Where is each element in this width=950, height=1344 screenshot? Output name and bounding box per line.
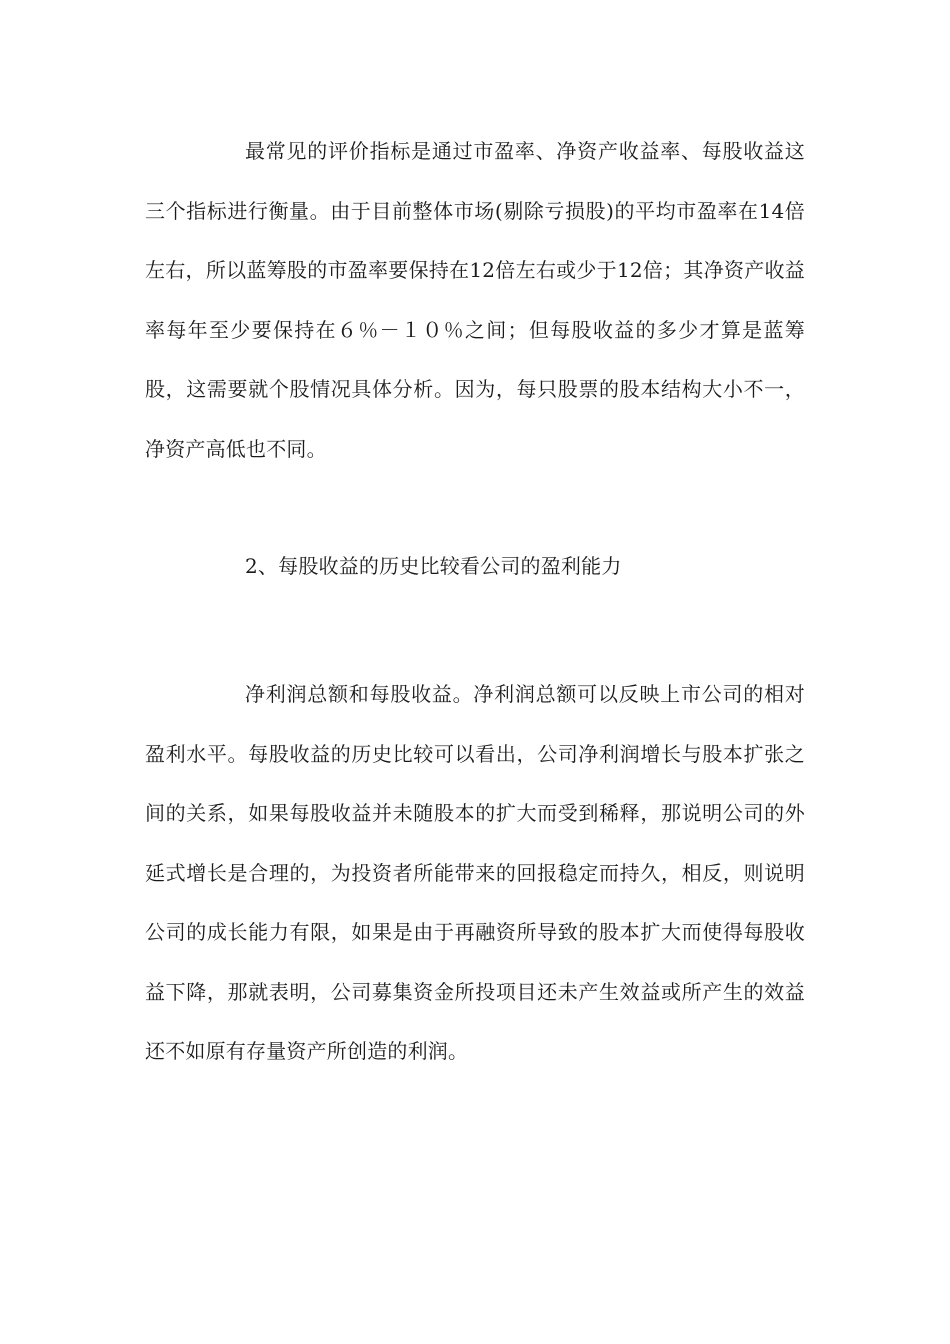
section-heading: 2、每股收益的历史比较看公司的盈利能力: [245, 554, 622, 578]
body-paragraph: 最常见的评价指标是通过市盈率、净资产收益率、每股收益这三个指标进行衡量。由于目前整体市场(剔除亏损股)的平均市盈率在14倍左右，所以蓝筹股的市盈率要保持在12倍左右或少于12倍；其净资产收益率每年至少要保持在６％－１０％之间；但每股收益的多少才算是蓝筹股，这需要就个股情况具体分析。因为，每只股票的股本结构大小不一，净资产高低也不同。: [145, 139, 805, 461]
body-paragraph: 净利润总额和每股收益。净利润总额可以反映上市公司的相对盈利水平。每股收益的历史比较可以看出，公司净利润增长与股本扩张之间的关系，如果每股收益并未随股本的扩大而受到稀释，那说明公司的外延式增长是合理的，为投资者所能带来的回报稳定而持久，相反，则说明公司的成长能力有限，如果是由于再融资所导致的股本扩大而使得每股收益下降，那就表明，公司募集资金所投项目还未产生效益或所产生的效益还不如原有存量资产所创造的利润。: [145, 682, 805, 1063]
